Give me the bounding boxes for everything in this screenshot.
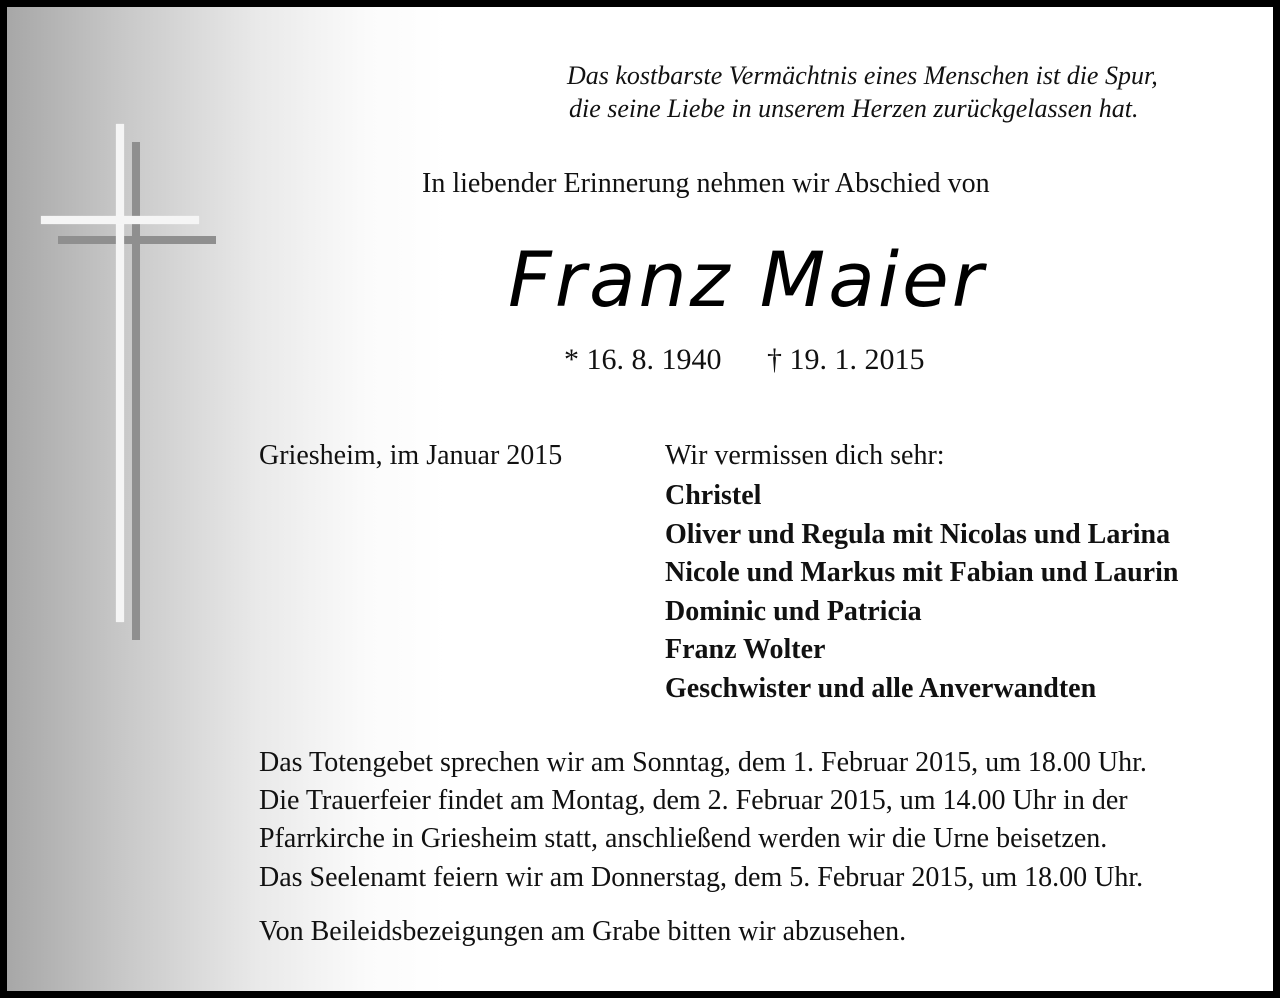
mourner-item: Franz Wolter (665, 634, 826, 665)
mourner-item: Nicole und Markus mit Fabian und Laurin (665, 557, 1179, 588)
death-date: † 19. 1. 2015 (767, 343, 925, 376)
cross-light-horizontal (41, 216, 199, 224)
service-line: Das Totengebet sprechen wir am Sonntag, dem 1. Februar 2015, um 18.00 Uhr. (259, 747, 1147, 778)
cross-light-vertical (116, 124, 124, 622)
mourners-block (665, 439, 1265, 708)
mourner-item: Geschwister und alle Anverwandten (665, 672, 1097, 704)
deceased-name: Franz Maier (507, 235, 986, 324)
service-line: Die Trauerfeier findet am Montag, dem 2. Februar 2015, um 14.00 Uhr in der (259, 785, 1128, 817)
service-line: Das Seelenamt feiern wir am Donnerstag, dem 5. Februar 2015, um 18.00 Uhr. (259, 861, 1144, 893)
place-and-date: Griesheim, im Januar 2015 (259, 440, 563, 471)
mourner-item: Oliver und Regula mit Nicolas und Larina (665, 518, 1171, 550)
service-details (259, 744, 1249, 897)
quote-line-2: die seine Liebe in unserem Herzen zurückgelassen hat. (569, 94, 1139, 123)
closing-note: Von Beileidsbezeigungen am Grabe bitten wir abzusehen. (259, 916, 907, 947)
quote-line-1: Das kostbarste Vermächtnis eines Menschen ist die Spur, (567, 61, 1158, 90)
intro-text: In liebender Erinnerung nehmen wir Abschied von (422, 168, 990, 199)
mourners-heading: Wir vermissen dich sehr: (665, 440, 945, 471)
mourners-list (665, 477, 1265, 708)
mourner-item: Christel (665, 480, 762, 511)
birth-date: * 16. 8. 1940 (564, 343, 722, 376)
service-line: Pfarrkirche in Griesheim statt, anschließend werden wir die Urne beisetzen. (259, 823, 1108, 855)
mourner-item: Dominic und Patricia (665, 595, 922, 627)
cross-icon (7, 7, 307, 707)
memorial-quote (567, 59, 1247, 125)
